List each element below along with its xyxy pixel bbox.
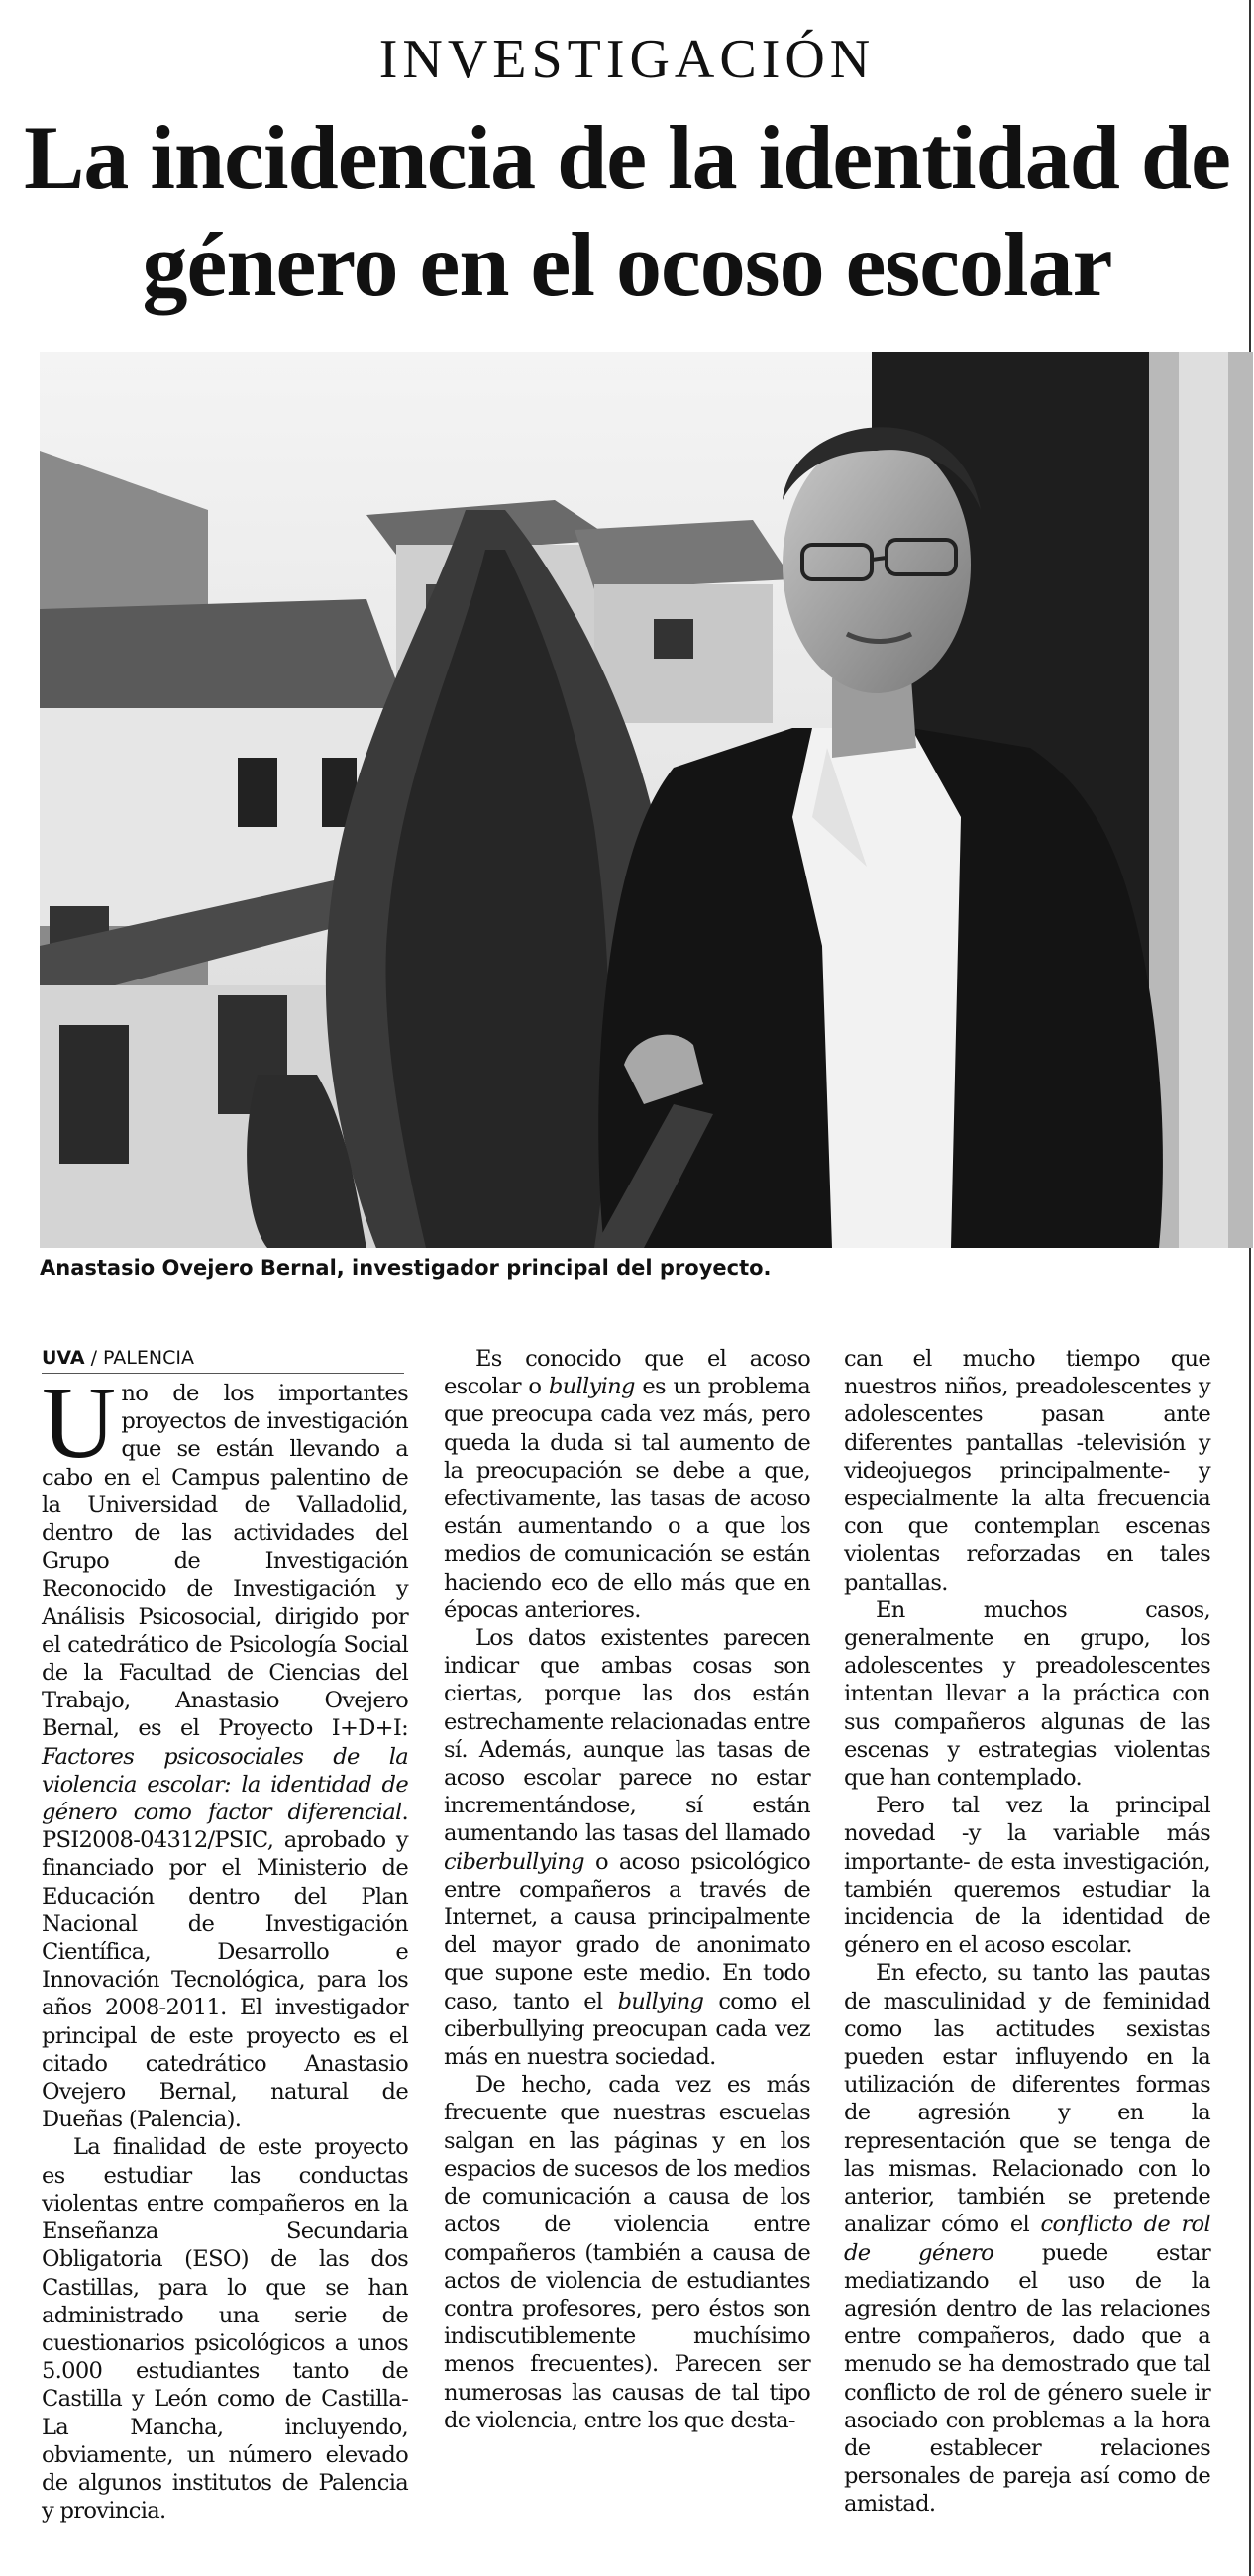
paragraph: La finalidad de este proyecto es estudiar las conductas violentas entre compañeros en la Enseñanza Secundaria Obligatoria (ESO) de las dos Castillas, para lo que se han administrado una serie de cuestionarios psicológicos a unos 5.000 estudiantes tanto de Castilla y León como de Castilla-La Mancha, incluyendo, obviamente, un número elevado de algunos institutos de Palencia y provincia. <box>42 2134 408 2524</box>
drop-cap: U <box>42 1366 116 1480</box>
paragraph: can el mucho tiempo que nuestros niños, preadolescentes y adolescentes pasan ante diferentes pantallas -televisión y videojuegos principalmente- y especialmente la alta frecuencia con que contemplan escenas violentas reforzadas en tales pantallas. <box>844 1346 1210 1596</box>
byline-place: PALENCIA <box>103 1347 194 1369</box>
article-column-2 <box>444 1345 810 2434</box>
article-column-3 <box>844 1345 1210 2519</box>
byline-org: UVA <box>42 1347 85 1369</box>
paragraph: Es conocido que el acoso escolar o bullying es un problema que preocupa cada vez más, pero queda la duda si tal aumento de la preocupación se debe a que, efectivamente, las tasas de acoso están aumentando o a que los medios de comunicación se están haciendo eco de ello más que en épocas anteriores. <box>444 1346 811 1623</box>
paragraph: De hecho, cada vez es más frecuente que nuestras escuelas salgan en las páginas y en los espacios de sucesos de los medios de comunicación a causa de los actos de violencia entre compañeros (también a causa de actos de violencia de estudiantes contra profesores, pero éstos son indiscutiblemente muchísimo menos frecuentes). Parecen ser numerosas las causas de tal tipo de violencia, entre los que desta- <box>444 2072 810 2433</box>
paragraph: En muchos casos, generalmente en grupo, los adolescentes y preadolescentes intentan llevar a la práctica con sus compañeros algunas de las escenas y estrategias violentas que han contemplado. <box>844 1597 1210 1792</box>
article-column-1 <box>42 1366 408 2524</box>
paragraph: Pero tal vez la principal novedad -y la variable más importante- de esta investigación, también queremos estudiar la incidencia de la identidad de género en el acoso escolar. <box>844 1793 1210 1959</box>
photo-caption: Anastasio Ovejero Bernal, investigador principal del proyecto. <box>40 1256 772 1280</box>
byline-separator: / <box>84 1347 104 1369</box>
article-photo <box>40 352 1253 1248</box>
headline: La incidencia de la identidad de género en el ocoso escolar <box>24 107 1230 315</box>
paragraph: Los datos existentes parecen indicar que ambas cosas son ciertas, porque las dos están estrechamente relacionadas entre sí. Además, aunque las tasas de acoso escolar parece no estar incrementándose, sí están aumentando las tasas del llamado ciberbullying o acoso psicológico entre compañeros a través de Internet, a causa principalmente del mayor grado de anonimato que supone este medio. En todo caso, tanto el bullying como el ciberbullying preocupan cada vez más en nuestra sociedad. <box>444 1625 810 2071</box>
paragraph: Uno de los importantes proyectos de investigación que se están llevando a cabo en el Campus palentino de la Universidad de Valladolid, dentro de las actividades del Grupo de Investigación Reconocido de Investigación y Análisis Psicosocial, dirigido por el catedrático de Psicología Social de la Facultad de Ciencias del Trabajo, Anastasio Ovejero Bernal, es el Proyecto I+D+I: Factores psicosociales de la violencia escolar: la identidad de género como factor diferencial. PSI2008-04312/PSIC, aprobado y financiado por el Ministerio de Educación dentro del Plan Nacional de Investigación Científica, Desarrollo e Innovación Tecnológica, para los años 2008-2011. El investigador principal de este proyecto es el citado catedrático Anastasio Ovejero Bernal, natural de Dueñas (Palencia). <box>42 1366 408 2133</box>
paragraph: En efecto, su tanto las pautas de masculinidad y de feminidad como las actitudes sexistas pueden estar influyendo en la utilización de diferentes formas de agresión y en la representación que se tenga de las mismas. Relacionado con lo anterior, también se pretende analizar cómo el conflicto de rol de género puede estar mediatizando el uso de la agresión dentro de las relaciones entre compañeros, dado que a menudo se ha demostrado que tal conflicto de rol de género suele ir asociado con problemas a la hora de establecer relaciones personales de pareja así como de amistad. <box>844 1960 1210 2518</box>
section-kicker: INVESTIGACIÓN <box>378 29 876 90</box>
